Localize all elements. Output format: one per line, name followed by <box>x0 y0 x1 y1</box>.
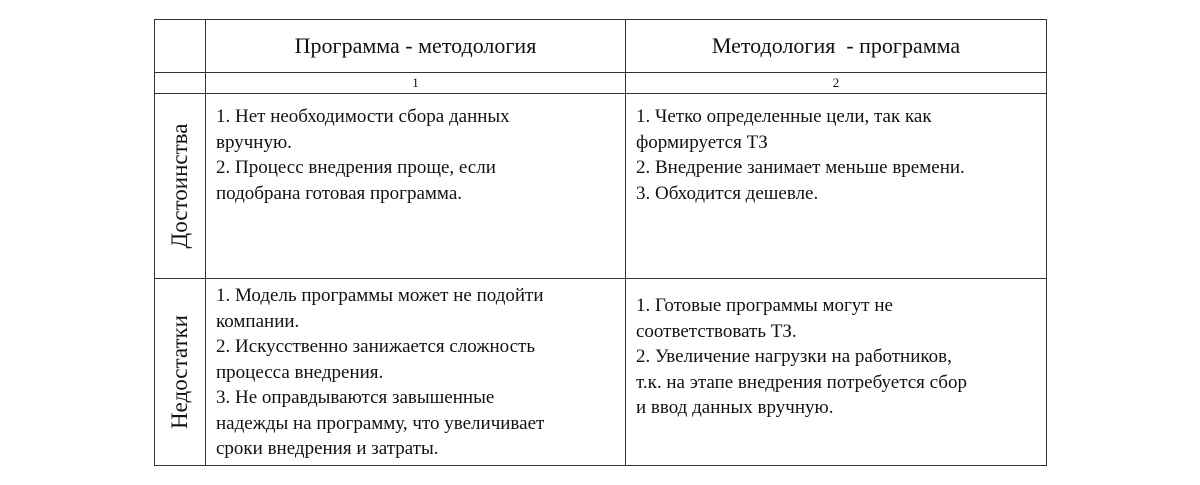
column-number-cell-2 <box>626 73 1047 94</box>
advantages-col1-text <box>206 94 625 206</box>
advantages-label-cell <box>155 94 206 279</box>
disadvantages-cell-col1 <box>206 279 626 466</box>
text-line: 2. Внедрение занимает меньше времени. <box>636 157 965 178</box>
text-line: 1. Нет необходимости сбора данных <box>216 106 510 127</box>
header-label-methodology-program: Методология - программа <box>711 33 961 58</box>
text-line: надежды на программу, что увеличивает <box>216 412 545 434</box>
text-line: 2. Искусственно занижается сложность <box>216 336 536 357</box>
column-number-1: 1 <box>412 75 419 90</box>
advantages-col2-text <box>626 94 1046 206</box>
header-label-program-methodology: Программа - методология <box>294 33 537 58</box>
advantages-cell-col2 <box>626 94 1047 279</box>
advantages-cell-col1 <box>206 94 626 279</box>
advantages-row-label: Достоинства <box>167 123 192 249</box>
text-line: вручную. <box>216 131 292 153</box>
disadvantages-row-label: Недостатки <box>167 315 192 429</box>
disadvantages-col1-text <box>206 279 625 462</box>
header-row <box>155 20 1047 73</box>
text-line: процесса внедрения. <box>216 361 384 383</box>
column-number-row <box>155 73 1047 94</box>
disadvantages-col2-text <box>626 279 1046 421</box>
text-line: соответствовать ТЗ. <box>636 320 797 342</box>
disadvantages-cell-col2 <box>626 279 1047 466</box>
text-line: 1. Четко определенные цели, так как <box>636 106 932 127</box>
column-number-cell-1 <box>206 73 626 94</box>
disadvantages-label-cell <box>155 279 206 466</box>
comparison-table <box>154 19 1047 466</box>
text-line: подобрана готовая программа. <box>216 182 462 204</box>
disadvantages-row <box>155 279 1047 466</box>
column-number-2: 2 <box>832 75 840 90</box>
advantages-row <box>155 94 1047 279</box>
header-cell-program-methodology <box>206 20 626 73</box>
text-line: сроки внедрения и затраты. <box>216 438 439 459</box>
header-cell-methodology-program <box>626 20 1047 73</box>
number-corner-cell <box>155 73 206 94</box>
text-line: и ввод данных вручную. <box>636 397 834 418</box>
text-line: 3. Обходится дешевле. <box>636 182 819 204</box>
text-line: компании. <box>216 310 300 332</box>
text-line: 1. Модель программы может не подойти <box>216 285 544 306</box>
text-line: 3. Не оправдываются завышенные <box>216 387 495 408</box>
text-line: формируется ТЗ <box>636 131 768 153</box>
text-line: 2. Увеличение нагрузки на работников, <box>636 346 952 367</box>
text-line: т.к. на этапе внедрения потребуется сбор <box>636 371 967 393</box>
text-line: 2. Процесс внедрения проще, если <box>216 157 496 178</box>
corner-cell <box>155 20 206 73</box>
text-line: 1. Готовые программы могут не <box>636 295 893 316</box>
